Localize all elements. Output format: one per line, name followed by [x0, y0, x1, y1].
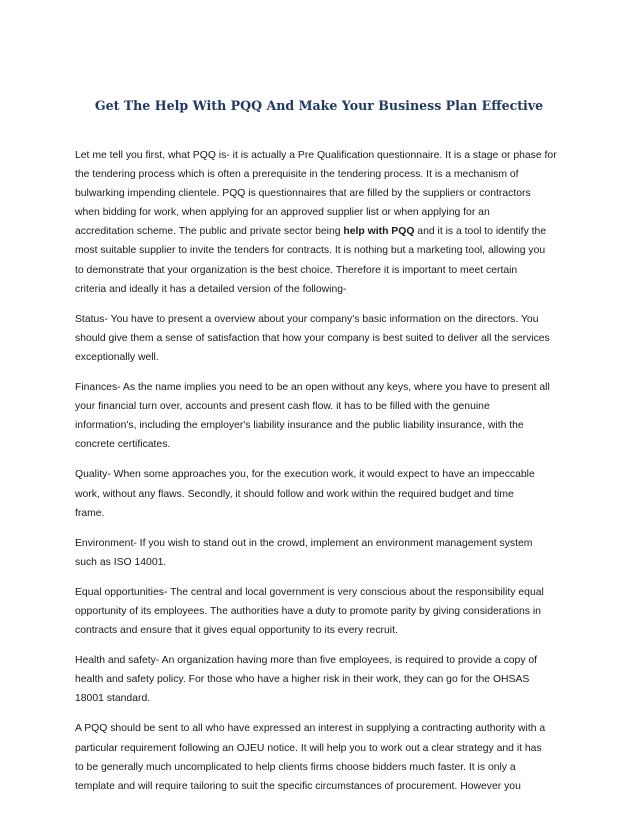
text-segment: Let me tell you first, what PQQ is- it is actually a Pre Qualification questionnaire. It is a stage or phase for — [75, 150, 557, 161]
text-segment: criteria and ideally it has a detailed version of the following- — [75, 283, 347, 295]
text-line — [75, 416, 568, 435]
body-paragraph — [75, 651, 568, 708]
text-line — [75, 651, 568, 670]
text-segment: concrete certificates. — [75, 439, 171, 451]
text-segment: 18001 standard. — [75, 693, 151, 705]
text-segment: to be generally much uncomplicated to help clients firms choose bidders much faster. It is only a — [75, 761, 516, 773]
text-line — [75, 348, 568, 367]
text-line — [75, 329, 568, 348]
text-line — [75, 583, 568, 602]
text-line — [75, 222, 568, 241]
text-line — [75, 621, 568, 640]
text-segment: opportunity of its employees. The authorities have a duty to promote parity by giving considerations in — [75, 605, 541, 617]
text-segment: frame. — [75, 507, 105, 519]
body-paragraph — [75, 465, 568, 522]
text-line — [75, 397, 568, 416]
text-segment: Finances- As the name implies you need to be an open without any keys, where you have to present all — [75, 382, 550, 394]
text-segment: health and safety policy. For those who have a higher risk in their work, they can go for the OHSAS — [75, 674, 530, 686]
text-segment: when bidding for work, when applying for an approved supplier list or when applying for an — [75, 207, 490, 219]
text-line — [75, 689, 568, 708]
text-line — [75, 777, 568, 796]
text-line — [75, 739, 568, 758]
text-segment: Equal opportunities- The central and local government is very conscious about the responsibility equal — [75, 586, 544, 598]
text-segment: such as ISO 14001. — [75, 556, 167, 568]
text-segment: A PQQ should be sent to all who have expressed an interest in supplying a contracting authority with a — [75, 723, 546, 735]
text-segment: work, without any flaws. Secondly, it should follow and work within the required budget and time — [75, 488, 514, 500]
text-segment: bulwarking impending clientele. PQQ is questionnaires that are filled by the suppliers or contractors — [75, 188, 531, 200]
text-line — [75, 241, 568, 260]
text-segment: the tendering process which is often a prerequisite in the tendering process. It is a mechanism of — [75, 169, 519, 181]
text-segment: your financial turn over, accounts and present cash flow. it has to be filled with the genuine — [75, 401, 490, 413]
text-line — [75, 310, 568, 329]
keyword-emphasis: help with PQQ — [343, 226, 415, 238]
text-line — [75, 602, 568, 621]
text-segment: Environment- If you wish to stand out in the crowd, implement an environment management system — [75, 537, 533, 549]
text-line — [75, 146, 568, 165]
text-line — [75, 485, 568, 504]
text-line — [75, 465, 568, 484]
text-line — [75, 165, 568, 184]
text-line — [75, 504, 568, 523]
text-line — [75, 435, 568, 454]
body-paragraph — [75, 378, 568, 454]
text-segment: to demonstrate that your organization is the best choice. Therefore it is important to meet certain — [75, 264, 518, 276]
text-line — [75, 203, 568, 222]
text-segment: exceptionally well. — [75, 351, 159, 363]
text-segment: most suitable supplier to invite the tenders for contracts. It is nothing but a marketing tool, allowing you — [75, 245, 546, 257]
body-paragraph — [75, 310, 568, 367]
text-segment: template and will require tailoring to suit the specific circumstances of procurement. However you — [75, 780, 521, 792]
text-line — [75, 280, 568, 299]
body-paragraph — [75, 146, 568, 299]
text-line — [75, 261, 568, 280]
text-segment: particular requirement following an OJEU notice. It will help you to work out a clear strategy and it has — [75, 742, 542, 754]
text-line — [75, 534, 568, 553]
text-line — [75, 378, 568, 397]
text-segment: Status- You have to present a overview about your company's basic information on the directors. You — [75, 313, 539, 325]
text-line — [75, 758, 568, 777]
body-paragraph — [75, 583, 568, 640]
text-line — [75, 553, 568, 572]
document-body — [75, 146, 568, 807]
text-line — [75, 719, 568, 738]
document-title: Get The Help With PQQ And Make Your Business Plan Effective — [94, 98, 544, 113]
text-segment: accreditation scheme. The public and private sector being — [75, 226, 344, 238]
text-segment: information's, including the employer's liability insurance and the public liability insurance, with the — [75, 420, 524, 432]
text-segment: and it is a tool to identify the — [414, 226, 547, 238]
text-line — [75, 184, 568, 203]
body-paragraph — [75, 719, 568, 795]
text-segment: Quality- When some approaches you, for the execution work, it would expect to have an impeccable — [75, 469, 535, 481]
body-paragraph — [75, 534, 568, 572]
text-segment: contracts and ensure that it gives equal opportunity to its every recruit. — [75, 625, 398, 637]
text-segment: Health and safety- An organization having more than five employees, is required to provide a copy of — [75, 655, 538, 667]
text-segment: should give them a sense of satisfaction that how your company is best suited to deliver all the services — [75, 332, 550, 344]
text-line — [75, 670, 568, 689]
